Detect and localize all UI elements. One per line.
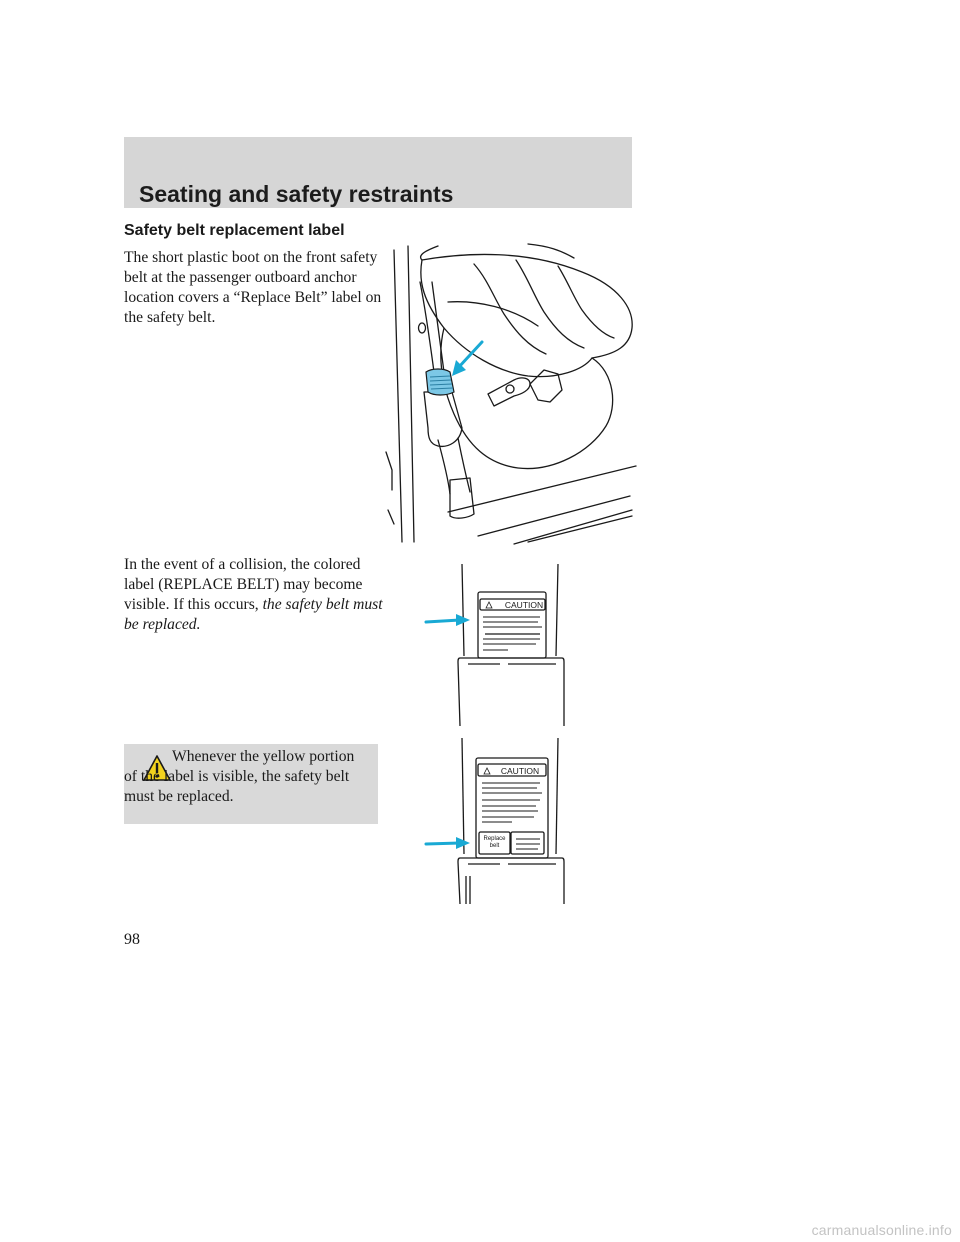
replace-label-line1: Replace <box>483 836 506 842</box>
warning-box <box>124 744 378 824</box>
watermark: carmanualsonline.info <box>811 1222 952 1238</box>
page-number: 98 <box>124 931 140 948</box>
caution-label-text: CAUTION <box>504 600 544 610</box>
seat-belt-boot-illustration <box>378 242 638 548</box>
section-title: Seating and safety restraints <box>139 181 454 207</box>
replace-belt-label-illustration <box>420 736 580 906</box>
paragraph-collision-text: In the event of a collision, the colored label (REPLACE BELT) may become visible. If this occurs, <box>124 556 363 613</box>
section-header-band <box>124 137 632 208</box>
warning-text: Whenever the yellow portion of the label is visible, the safety belt must be replaced. <box>124 748 355 805</box>
replace-label-line2: belt <box>489 843 500 849</box>
paragraph-collision-emphasis: the safety belt must be replaced. <box>124 596 383 633</box>
paragraph-collision <box>124 555 386 635</box>
caution-label-text-2: CAUTION <box>500 766 540 776</box>
paragraph-boot-description: The short plastic boot on the front safety belt at the passenger outboard anchor location covers a “Replace Belt” label on the safety belt. <box>124 249 382 326</box>
caution-label-illustration <box>420 562 580 728</box>
subsection-heading: Safety belt replacement label <box>124 222 345 239</box>
